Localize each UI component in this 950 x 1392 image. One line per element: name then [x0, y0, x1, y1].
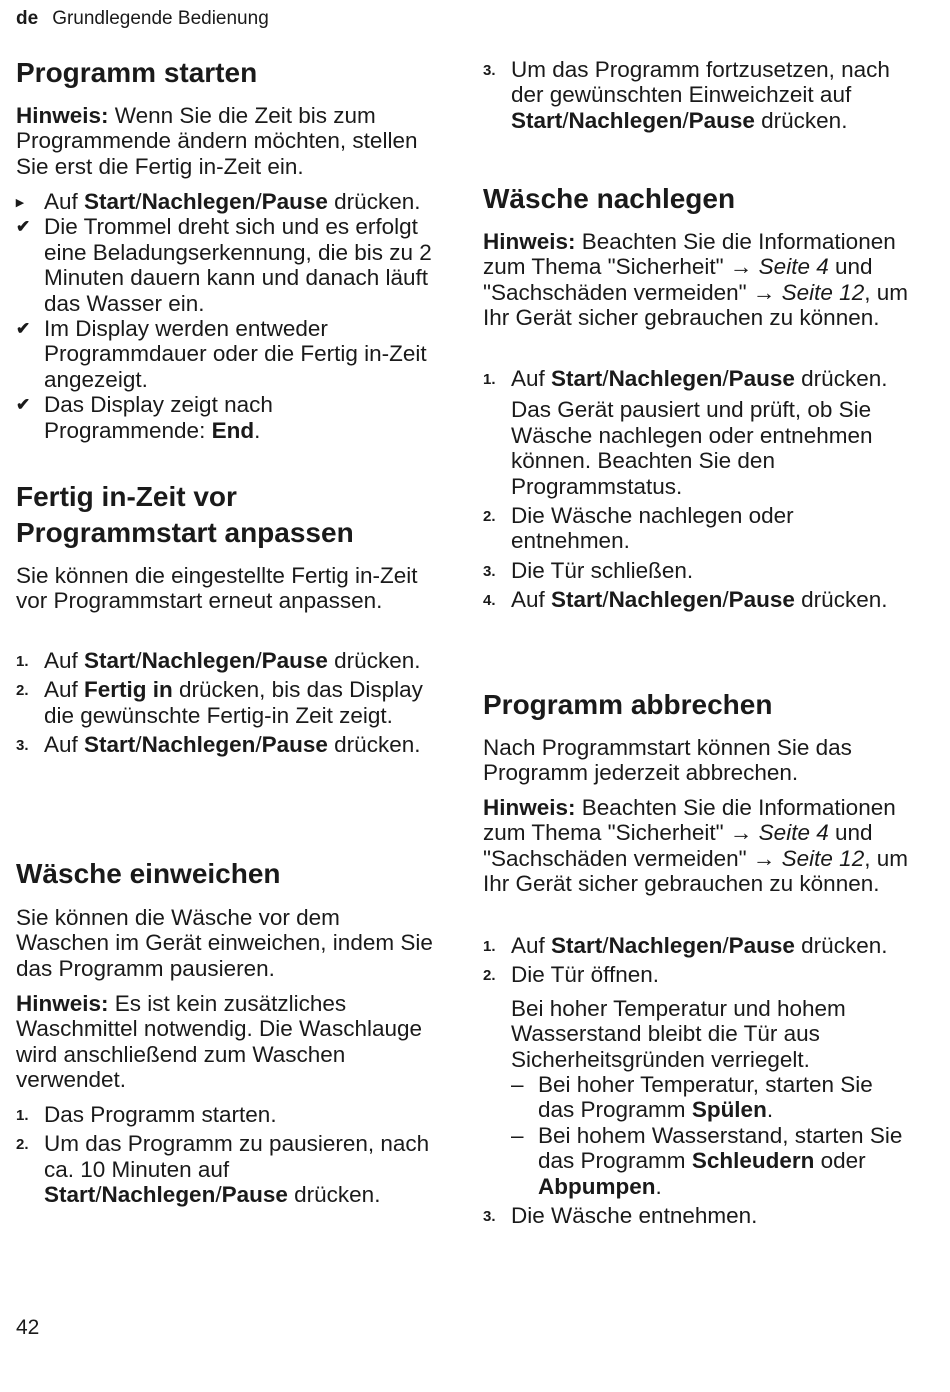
intro-fertig-in-zeit: Sie können die eingestellte Fertig in-Zeit vor Programmstart erneut anpassen.: [16, 563, 418, 614]
page-header: [16, 8, 269, 30]
note-label: Hinweis:: [16, 991, 109, 1016]
list-number: 3.: [483, 62, 496, 79]
list-number: 1.: [483, 371, 496, 388]
note-text: Wenn Sie die Zeit bis zum Programmende ändern möchten, stellen Sie erst die Fertig in-Zeit ein.: [16, 103, 418, 179]
list-item-detail: Bei hoher Temperatur und hohem Wasserstand bleibt die Tür aus Sicherheitsgründen verriegelt.: [511, 995, 846, 1072]
arrow-icon: →: [752, 279, 776, 305]
list-item: 1. Auf Start/Nachlegen/Pause drücken.: [16, 648, 421, 673]
note-label: Hinweis:: [16, 103, 109, 128]
intro-einweichen: Sie können die Wäsche vor dem Waschen im Gerät einweichen, indem Sie das Programm pausieren.: [16, 905, 433, 981]
check-icon: ✔: [16, 395, 31, 415]
result-item: [16, 214, 436, 316]
page-reference: Seite 4: [752, 820, 829, 846]
list-item: 1. Auf Start/Nachlegen/Pause drücken.: [483, 366, 888, 391]
section-title: Grundlegende Bedienung: [52, 8, 269, 29]
list-number: 3.: [483, 562, 496, 580]
step-arrow-icon: ▸: [16, 194, 24, 211]
dash-marker: –: [511, 1122, 524, 1148]
numbered-list-einweichen-cont: [483, 57, 913, 133]
note-einweichen: Hinweis: Es ist kein zusätzliches Waschmittel notwendig. Die Waschlauge wird anschließend zum Waschen verwendet.: [16, 991, 423, 1093]
list-item: 1. Das Programm starten.: [16, 1102, 277, 1127]
list-number: 3.: [483, 1208, 496, 1226]
list-number: 1.: [16, 653, 29, 670]
list-item: 2. Die Wäsche nachlegen oder entnehmen.: [483, 503, 794, 554]
numbered-list-fertig: [16, 648, 436, 758]
step-item: ▸ Auf Start/Nachlegen/Pause drücken.: [16, 189, 421, 214]
list-number: 1.: [483, 938, 496, 955]
list-item: 1. Auf Start/Nachlegen/Pause drücken.: [483, 933, 888, 958]
note-label: Hinweis:: [483, 229, 576, 254]
numbered-list-nachlegen: [483, 366, 913, 613]
check-icon: ✔: [16, 319, 31, 339]
language-code: de: [16, 8, 39, 29]
list-number: 2.: [16, 682, 29, 700]
result-text: Im Display werden entweder Programmdauer oder die Fertig in-Zeit angezeigt.: [44, 316, 427, 392]
note-abbrechen: Hinweis: Beachten Sie die Informationen zum Thema "Sicherheit" → Seite 4 und "Sachschäden vermeiden" → Seite 12, um Ihr Gerät sicher gebrauchen zu können.: [483, 795, 908, 897]
list-item: 3. Um das Programm fortzusetzen, nach der gewünschten Einweichzeit auf Start/Nachlegen/Pause drücken.: [483, 57, 890, 133]
note-programm-starten: [16, 103, 436, 179]
result-text: Die Trommel dreht sich und es erfolgt eine Beladungserkennung, die bis zu 2 Minuten dauern kann und danach läuft das Wasser ein.: [44, 214, 432, 316]
arrow-icon: →: [729, 254, 753, 280]
list-item: 2. Die Tür öffnen.: [483, 962, 660, 988]
list-number: 2.: [483, 967, 496, 985]
heading-programm-abbrechen: Programm abbrechen: [483, 689, 773, 720]
list-item: 2. Um das Programm zu pausieren, nach ca. 10 Minuten auf Start/Nachlegen/Pause drücken.: [16, 1131, 430, 1208]
result-item: [16, 316, 436, 392]
heading-programm-starten: Programm starten: [16, 57, 258, 88]
dash-item: – Bei hoher Temperatur, starten Sie das Programm Spülen.: [511, 1072, 873, 1123]
heading-waesche-einweichen: Wäsche einweichen: [16, 858, 281, 889]
list-number: 2.: [16, 1136, 29, 1154]
check-icon: ✔: [16, 217, 31, 237]
heading-fertig-in-zeit: Fertig in-Zeit vor Programmstart anpassen: [16, 481, 354, 548]
numbered-list-abbrechen: [483, 933, 913, 1228]
list-number: 3.: [16, 737, 29, 755]
numbered-list-einweichen: [16, 1102, 436, 1208]
heading-waesche-nachlegen: Wäsche nachlegen: [483, 183, 736, 214]
page-reference: Seite 12: [775, 279, 865, 305]
arrow-icon: →: [729, 820, 753, 846]
list-item: 2. Auf Fertig in drücken, bis das Display die gewünschte Fertig-in Zeit zeigt.: [16, 677, 423, 728]
dash-marker: –: [511, 1072, 524, 1098]
list-number: 1.: [16, 1107, 29, 1124]
list-item: 3. Die Tür schließen.: [483, 557, 694, 583]
note-label: Hinweis:: [483, 795, 576, 820]
page-reference: Seite 12: [775, 845, 865, 871]
arrow-icon: →: [752, 845, 776, 871]
dash-item: – Bei hohem Wasserstand, starten Sie das Programm Schleudern oder Abpumpen.: [511, 1122, 903, 1199]
page-reference: Seite 4: [752, 254, 829, 280]
list-number: 2.: [483, 508, 496, 526]
result-item: ✔ Das Display zeigt nach Programmende: End.: [16, 392, 273, 443]
list-item: 3. Auf Start/Nachlegen/Pause drücken.: [16, 732, 421, 758]
list-item: 4. Auf Start/Nachlegen/Pause drücken.: [483, 587, 888, 613]
note-nachlegen: Hinweis: Beachten Sie die Informationen zum Thema "Sicherheit" → Seite 4 und "Sachschäden vermeiden" → Seite 12, um Ihr Gerät sicher gebrauchen zu können.: [483, 229, 908, 331]
list-number: 4.: [483, 592, 496, 610]
intro-abbrechen: Nach Programmstart können Sie das Programm jederzeit abbrechen.: [483, 735, 852, 786]
list-item-detail: Das Gerät pausiert und prüft, ob Sie Wäsche nachlegen oder entnehmen können. Beachten Sie den Programmstatus.: [511, 397, 873, 499]
page-number: 42: [16, 1316, 40, 1339]
list-item: 3. Die Wäsche entnehmen.: [483, 1203, 758, 1229]
step-list-start: [16, 189, 436, 443]
